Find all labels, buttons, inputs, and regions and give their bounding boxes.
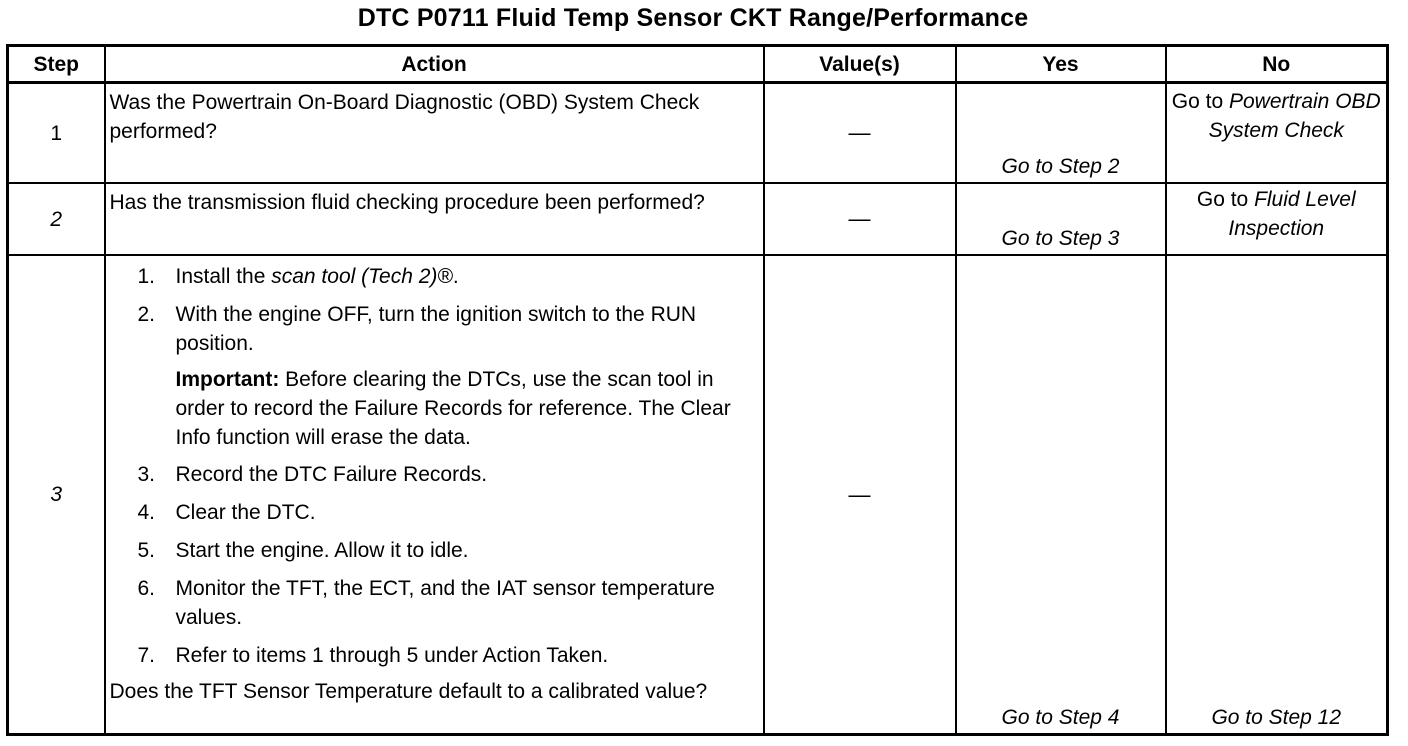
no-prefix: Go to bbox=[1171, 90, 1229, 113]
item-number: 5. bbox=[137, 539, 156, 562]
no-cell[interactable] bbox=[1166, 183, 1388, 255]
page-title: DTC P0711 Fluid Temp Sensor CKT Range/Performance bbox=[357, 4, 1029, 32]
action-text: Has the transmission fluid checking procedure been performed? bbox=[105, 183, 764, 255]
item-number: 2. bbox=[137, 303, 156, 326]
yes-link[interactable]: Go to Step 3 bbox=[956, 183, 1166, 255]
no-prefix: Go to bbox=[1196, 188, 1255, 211]
value-dash: — bbox=[848, 206, 871, 231]
list-item bbox=[110, 574, 757, 632]
header-no: No bbox=[1166, 46, 1388, 83]
important-text: Before clearing the DTCs, use the scan tool in order to record the Failure Records for reference. The Clear Info function will erase the data. bbox=[175, 368, 731, 449]
value-cell bbox=[764, 255, 956, 735]
no-link[interactable]: Powertrain OBD System Check bbox=[1208, 90, 1381, 142]
action-cell bbox=[105, 255, 764, 735]
step-number: 1 bbox=[8, 83, 105, 184]
table-row bbox=[8, 255, 1388, 735]
question-text: Does the TFT Sensor Temperature default to a calibrated value? bbox=[109, 680, 708, 703]
item-number: 7. bbox=[137, 644, 156, 667]
no-cell[interactable] bbox=[1166, 83, 1388, 184]
item-text: Refer to items 1 through 5 under Action Taken. bbox=[175, 644, 609, 667]
procedure-list bbox=[110, 262, 757, 358]
item-text: With the engine OFF, turn the ignition switch to the RUN position. bbox=[175, 303, 697, 355]
list-item bbox=[110, 300, 757, 358]
diagnostic-table bbox=[6, 44, 1389, 736]
value-cell bbox=[764, 183, 956, 255]
step-number: 2 bbox=[8, 183, 105, 255]
step-number: 3 bbox=[8, 255, 105, 735]
action-text: Was the Powertrain On-Board Diagnostic (OBD) System Check performed? bbox=[105, 83, 764, 184]
item-text: Monitor the TFT, the ECT, and the IAT sensor temperature values. bbox=[175, 577, 715, 629]
header-yes: Yes bbox=[956, 46, 1166, 83]
list-item bbox=[110, 536, 757, 565]
value-dash: — bbox=[848, 481, 871, 507]
table-row bbox=[8, 183, 1388, 255]
important-note bbox=[110, 365, 757, 452]
item-number: 3. bbox=[137, 463, 156, 486]
value-dash: — bbox=[848, 120, 871, 145]
list-item bbox=[110, 460, 757, 489]
item-number: 1. bbox=[137, 265, 156, 288]
header-action: Action bbox=[105, 46, 764, 83]
list-item bbox=[110, 262, 757, 291]
item-number: 6. bbox=[137, 577, 156, 600]
item-text: Install the bbox=[175, 265, 272, 288]
important-label: Important: bbox=[175, 368, 280, 391]
value-cell bbox=[764, 83, 956, 184]
header-row bbox=[8, 46, 1388, 83]
item-text: Clear the DTC. bbox=[175, 501, 316, 524]
item-text: Record the DTC Failure Records. bbox=[175, 463, 488, 486]
item-emphasis: scan tool (Tech 2)® bbox=[271, 265, 453, 288]
item-tail: . bbox=[452, 265, 459, 288]
list-item bbox=[110, 641, 757, 670]
item-number: 4. bbox=[137, 501, 156, 524]
yes-link[interactable]: Go to Step 4 bbox=[956, 255, 1166, 735]
item-text: Start the engine. Allow it to idle. bbox=[175, 539, 469, 562]
no-link[interactable]: Go to Step 12 bbox=[1166, 255, 1388, 735]
list-item bbox=[110, 498, 757, 527]
table-row bbox=[8, 83, 1388, 184]
header-values: Value(s) bbox=[764, 46, 956, 83]
procedure-list-continued bbox=[110, 460, 757, 670]
yes-link[interactable]: Go to Step 2 bbox=[956, 83, 1166, 184]
header-step: Step bbox=[8, 46, 105, 83]
no-link[interactable]: Fluid Level Inspection bbox=[1228, 188, 1356, 240]
